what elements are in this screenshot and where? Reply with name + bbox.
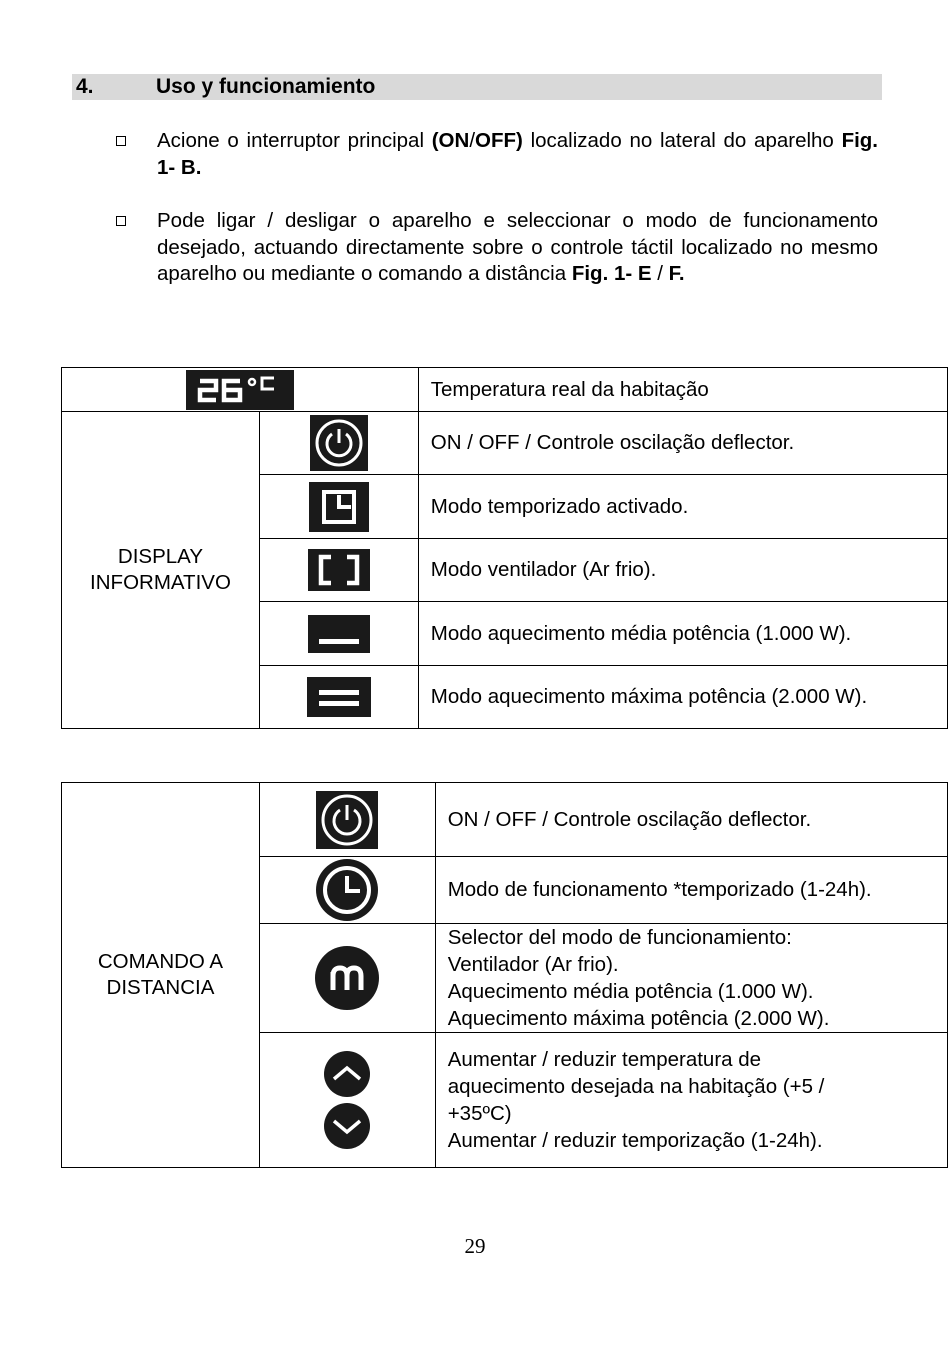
display-icon-cell: [259, 475, 418, 539]
bullet-item: [116, 128, 878, 181]
bullet-text-run: OFF): [475, 129, 523, 152]
bullet-text-run: Fig. 1- E: [571, 262, 652, 285]
remote-label: COMANDO A DISTANCIA: [62, 783, 260, 1168]
bullet-text-run: Fig. 1- B.: [157, 129, 878, 179]
section-title: Uso y funcionamiento: [156, 75, 376, 98]
checkbox-bullet-icon: [116, 216, 126, 226]
single-bar-icon: [308, 615, 370, 653]
arrow-up-icon: [324, 1051, 370, 1097]
remote-control-table: [61, 782, 948, 1168]
display-icon-cell: [259, 412, 418, 475]
temperature-display-icon: [186, 370, 294, 410]
display-icon-cell: [259, 666, 418, 729]
remote-row-text: Modo de funcionamento *temporizado (1-24h).: [435, 857, 947, 924]
remote-row-text: Selector del modo de funcionamiento: Ventilador (Ar frio). Aquecimento média potência (1.000 W). Aquecimento máxima potência (2.000 W).: [435, 924, 947, 1033]
remote-row-text: ON / OFF / Controle oscilação deflector.: [435, 783, 947, 857]
display-row-text: Modo aquecimento máxima potência (2.000 W).: [418, 666, 947, 729]
bullet-text: [157, 208, 878, 288]
temperature-description: Temperatura real da habitação: [418, 368, 947, 412]
display-row-text: Modo aquecimento média potência (1.000 W).: [418, 602, 947, 666]
bullet-text-run: /: [651, 262, 669, 285]
display-row-text: Modo temporizado activado.: [418, 475, 947, 539]
display-icon-cell: [259, 539, 418, 602]
remote-icon-cell: [259, 1033, 435, 1168]
remote-icon-cell: [259, 924, 435, 1033]
up-down-arrows-icon: [324, 1051, 370, 1149]
power-icon: [316, 791, 378, 849]
page-number: 29: [464, 1234, 486, 1258]
remote-icon-cell: [259, 857, 435, 924]
checkbox-bullet-icon: [116, 136, 126, 146]
display-label: DISPLAY INFORMATIVO: [62, 412, 260, 729]
display-row-text: ON / OFF / Controle oscilação deflector.: [418, 412, 947, 475]
arrow-down-icon: [324, 1103, 370, 1149]
section-heading: [72, 74, 882, 100]
temperature-display-cell: [62, 368, 419, 412]
section-number: 4.: [76, 75, 94, 98]
mode-m-icon: [315, 946, 379, 1010]
remote-icon-cell: [259, 783, 435, 857]
double-bar-icon: [307, 677, 371, 717]
display-row-text: Modo ventilador (Ar frio).: [418, 539, 947, 602]
bullet-text-run: Acione o interruptor principal: [157, 129, 432, 152]
bullet-text-run: F.: [668, 262, 685, 285]
display-icon-cell: [259, 602, 418, 666]
bullet-text: [157, 128, 878, 181]
bullet-text-run: Pode ligar / desligar o aparelho e seleccionar o modo de funcionamento desejado, actuando directamente sobre o controle táctil localizado no mesmo aparelho ou mediante o comando a distância: [157, 209, 878, 285]
display-info-table: [61, 367, 948, 729]
bullet-text-run: /: [469, 129, 476, 152]
power-icon: [310, 415, 368, 471]
fan-bracket-icon: [308, 549, 370, 591]
bullet-text-run: localizado no lateral do aparelho: [522, 129, 842, 152]
clock-icon: [316, 859, 378, 921]
timer-square-icon: [309, 482, 369, 532]
bullet-item: [116, 208, 878, 288]
bullet-text-run: (ON: [431, 129, 470, 152]
remote-row-text: Aumentar / reduzir temperatura de aquecimento desejada na habitação (+5 / +35ºC) Aumentar / reduzir temporização (1-24h).: [435, 1033, 947, 1168]
